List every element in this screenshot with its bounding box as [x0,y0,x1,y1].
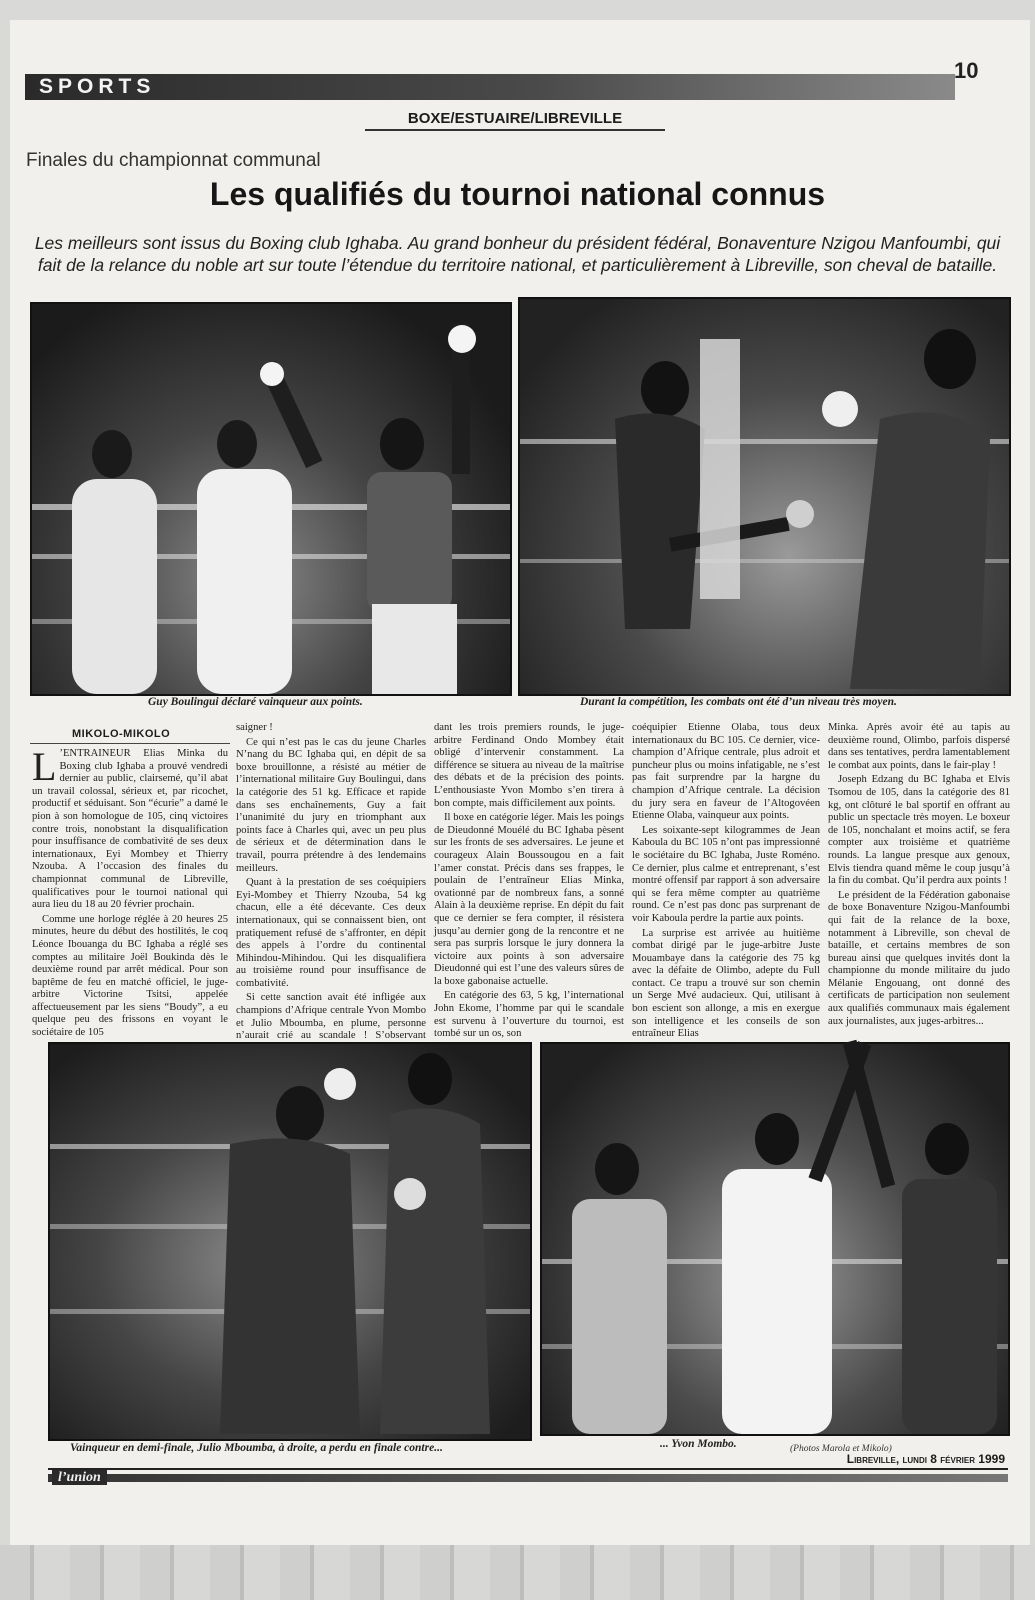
footer-dateline: Libreville, lundi 8 février 1999 [846,1452,1005,1466]
column-2-paragraph-3: Quant à la prestation de ses coéquipiers Eyi-Mombey et Thierry Nzouba, 54 kg chacun, elle a été décevante. Ces deux internationaux, qui se connaissent bien, ont pratiquement refusé de s’affronter, en dépit des appels à l’ordre du continental Mihindou-Mihindou. Qui les disqualifiera au troisième round pour insuffisance de combativité. [236,877,426,989]
article-column-4 [632,722,820,1040]
article-column-2 [236,722,426,1042]
boxing-photo-illustration [520,299,1009,694]
column-5-paragraph-1: Minka. Après avoir été au tapis au deuxième round, Olimbo, parfois dispersé dans ses tentatives, perdra lamentablement le combat aux points, dans le fair-play ! [828,722,1010,771]
photo-yvon-mombo [540,1042,1010,1436]
scan-background-strip [0,1545,1035,1600]
boxing-photo-illustration [32,304,510,694]
column-1-paragraph-2: Comme une horloge réglée à 20 heures 25 minutes, heure du début des hostilités, le coq Léonce Ibouanga du BC Ighaba a réglé ses comptes au militaire Joël Boukinda dès le deuxième round par arrêt médical. Pour son baptême de feu en matché officiel, le juge-arbitre Victorine Tsitsi, appelée affectueusement par les siens “Boudy”, a eu quelque peu des frissons en voyant le sociétaire de 105 [32,913,228,1039]
article-pre-title: Finales du championnat communal [26,150,321,171]
column-3-paragraph-2: Il boxe en catégorie léger. Mais les poings de Dieudonné Mouélé du BC Ighaba pèsent sur les fronts de ses adversaires. Le jeune et courageux Alain Boussougou en a fait l’amer constat. Précis dans ses frappes, le poulain de l’entraîneur Elias Minka, ovationné par de nombreux fans, a sonné Alain à la deuxième reprise. En dépit du fait que ce dernier se fera compter, il résistera jusqu’au dernier gong de la rencontre et ne sera pas surpris lorsque le jury donnera la victoire aux points à son adversaire Dieudonné qui est l’une des valeurs sûres de la boxe gabonaise actuelle. [434,812,624,987]
column-4-paragraph-3: La surprise est arrivée au huitième combat dirigé par le juge-arbitre Juste Mouambaye dans la catégorie des 75 kg avec la défaite de Olimbo, adepte du Full contact. Ce trapu a trouvé sur son chemin un Serge Mvé audacieux. Qui, utilisant à bon escient son allonge, a mis en exergue son intelligence et les conseils de son entraîneur Elias [632,927,820,1040]
byline-rule [30,743,230,744]
article-standfirst: Les meilleurs sont issus du Boxing club Ighaba. Au grand bonheur du président fédéral, Bonaventure Nzigou Manfoumbi, qui fait de la relance du noble art sur toute l’étendue du territoire national, et particulièrement à Libreville, son cheval de bataille. [34,233,1001,275]
column-4-paragraph-2: Les soixante-sept kilogrammes de Jean Kaboula du BC 105 n’ont pas impressionné le sociétaire du BC Ighaba, Juste Roméno. Ce dernier, plus calme et entreprenant, s’est montré offensif par rapport à son adversaire qui se fera même compter au quatrième round. Ce n’est pas donc pas surprenant de voir Kaboula perdre la partie aux points. [632,824,820,924]
photo-bout-action [518,297,1011,696]
article-byline: MIKOLO-MIKOLO [72,728,171,740]
article-column-1 [32,744,228,1039]
photo-caption-2: Durant la compétition, les combats ont été d’un niveau très moyen. [580,696,897,708]
section-name: SPORTS [39,75,156,98]
photo-caption-3: Vainqueur en demi-finale, Julio Mboumba, à droite, a perdu en finale contre... [70,1442,443,1454]
article-headline: Les qualifiés du tournoi national connus [209,176,826,212]
footer-bar [48,1474,1008,1482]
photo-caption-4: ... Yvon Mombo. [660,1438,737,1450]
photo-winner-announcement [30,302,512,696]
column-3-paragraph-1: dant les trois premiers rounds, le juge-arbitre Ferdinand Ondo Mombey était obligé d’intervenir constamment. La différence se situera au niveau de la maîtrise des débats et de la précision des points. L’enthousiaste Yvon Mombo s’en tirera à bon compte, mais difficilement aux points. [434,722,624,809]
article-column-5 [828,722,1010,1037]
boxing-photo-illustration [542,1044,1008,1434]
photo-semi-final [48,1042,532,1441]
column-5-paragraph-2: Joseph Edzang du BC Ighaba et Elvis Tsomou de 105, dans la catégorie des 81 kg, ont clôturé le bal sportif en offrant au public un spectacle très moyen. Le boxeur de 105, nonchalant et moins actif, se fera compter aux troisième et quatrième rounds. La langue presque aux genoux, Elvis tiendra quand même le coup jusqu’à la fin du combat. Qu’il perdra aux points ! [828,774,1010,887]
newspaper-brand: l’union [52,1470,107,1485]
column-4-paragraph-1: coéquipier Etienne Olaba, tous deux internationaux du BC 105. Ce dernier, vice-champion d’Afrique centrale, plus adroit et puncheur plus ou moins infatigable, ne s’est pas fait surprendre par la hargne du champion d’Afrique centrale. La décision du jury sera en faveur de l’Altogovéen Etienne Olaba, vainqueur aux points. [632,722,820,822]
boxing-photo-illustration [50,1044,530,1439]
column-2-paragraph-2: Ce qui n’est pas le cas du jeune Charles N’nang du BC Ighaba qui, en dépit de sa boxe brouillonne, a résisté au métier de l’international militaire Guy Boulingui, dans la catégorie des 51 kg. Efficace et rapide dans ses enchaînements, Guy a fait l’unanimité du jury en triomphant aux points face à Charles qui, avec un peu plus de sérieux et de détermination dans le travail, pourra prétendre à des lendemains meilleurs. [236,736,426,874]
section-header-bar [25,74,955,100]
page-number: 10 [954,58,979,83]
photo-caption-1: Guy Boulingui déclaré vainqueur aux points. [148,696,363,708]
footer-rule [48,1468,1008,1470]
article-kicker: BOXE/ESTUAIRE/LIBREVILLE [365,110,665,131]
column-2-paragraph-1: saigner ! [236,722,273,733]
column-5-paragraph-3: Le président de la Fédération gabonaise de boxe Bonaventure Nzigou-Manfoumbi qui fait de la relance de la boxe, notamment à Libreville, son cheval de bataille, et certains membres de son bureau ainsi que quelques invités dont la championne du monde militaire du judo Mélanie Engouang, ont donné des certificats de participation non seulement aux qualifiés communaux mais également aux journalistes, aux juges-arbitres... [828,889,1010,1027]
drop-cap: L [32,744,57,789]
column-1-paragraph-1: L ’ENTRAINEUR Elias Minka du Boxing club Ighaba a prouvé vendredi dernier au public, clairsemé, qu’il abat un travail colossal, sérieux et, par ricochet, productif et séduisant. Son “écurie” a damé le pion à son homologue de 105, cinq victoires contre trois, nonobstant la disqualification pour insuffisance de combativité de ses deux internationaux, Eyi Mombey et Thierry Nzouba. A l’occasion des finales du championnat communal de Libreville, qualificatives pour le tournoi national qui aura lieu du 18 au 20 février prochain. [32,744,228,911]
photo-credit: (Photos Marola et Mikolo) [790,1444,892,1454]
article-column-3 [434,722,624,1040]
column-2-paragraph-4: Si cette sanction avait été infligée aux champions d’Afrique centrale Yvon Mombo et Julio Mboumba, en plume, personne n’aurait crié au scandale ! S’observant [236,992,426,1042]
column-3-paragraph-3: En catégorie des 63, 5 kg, l’international John Ekome, l’homme par qui le scandale est survenu à l’ouverture du tournoi, est tombé sur un os, son [434,990,624,1040]
